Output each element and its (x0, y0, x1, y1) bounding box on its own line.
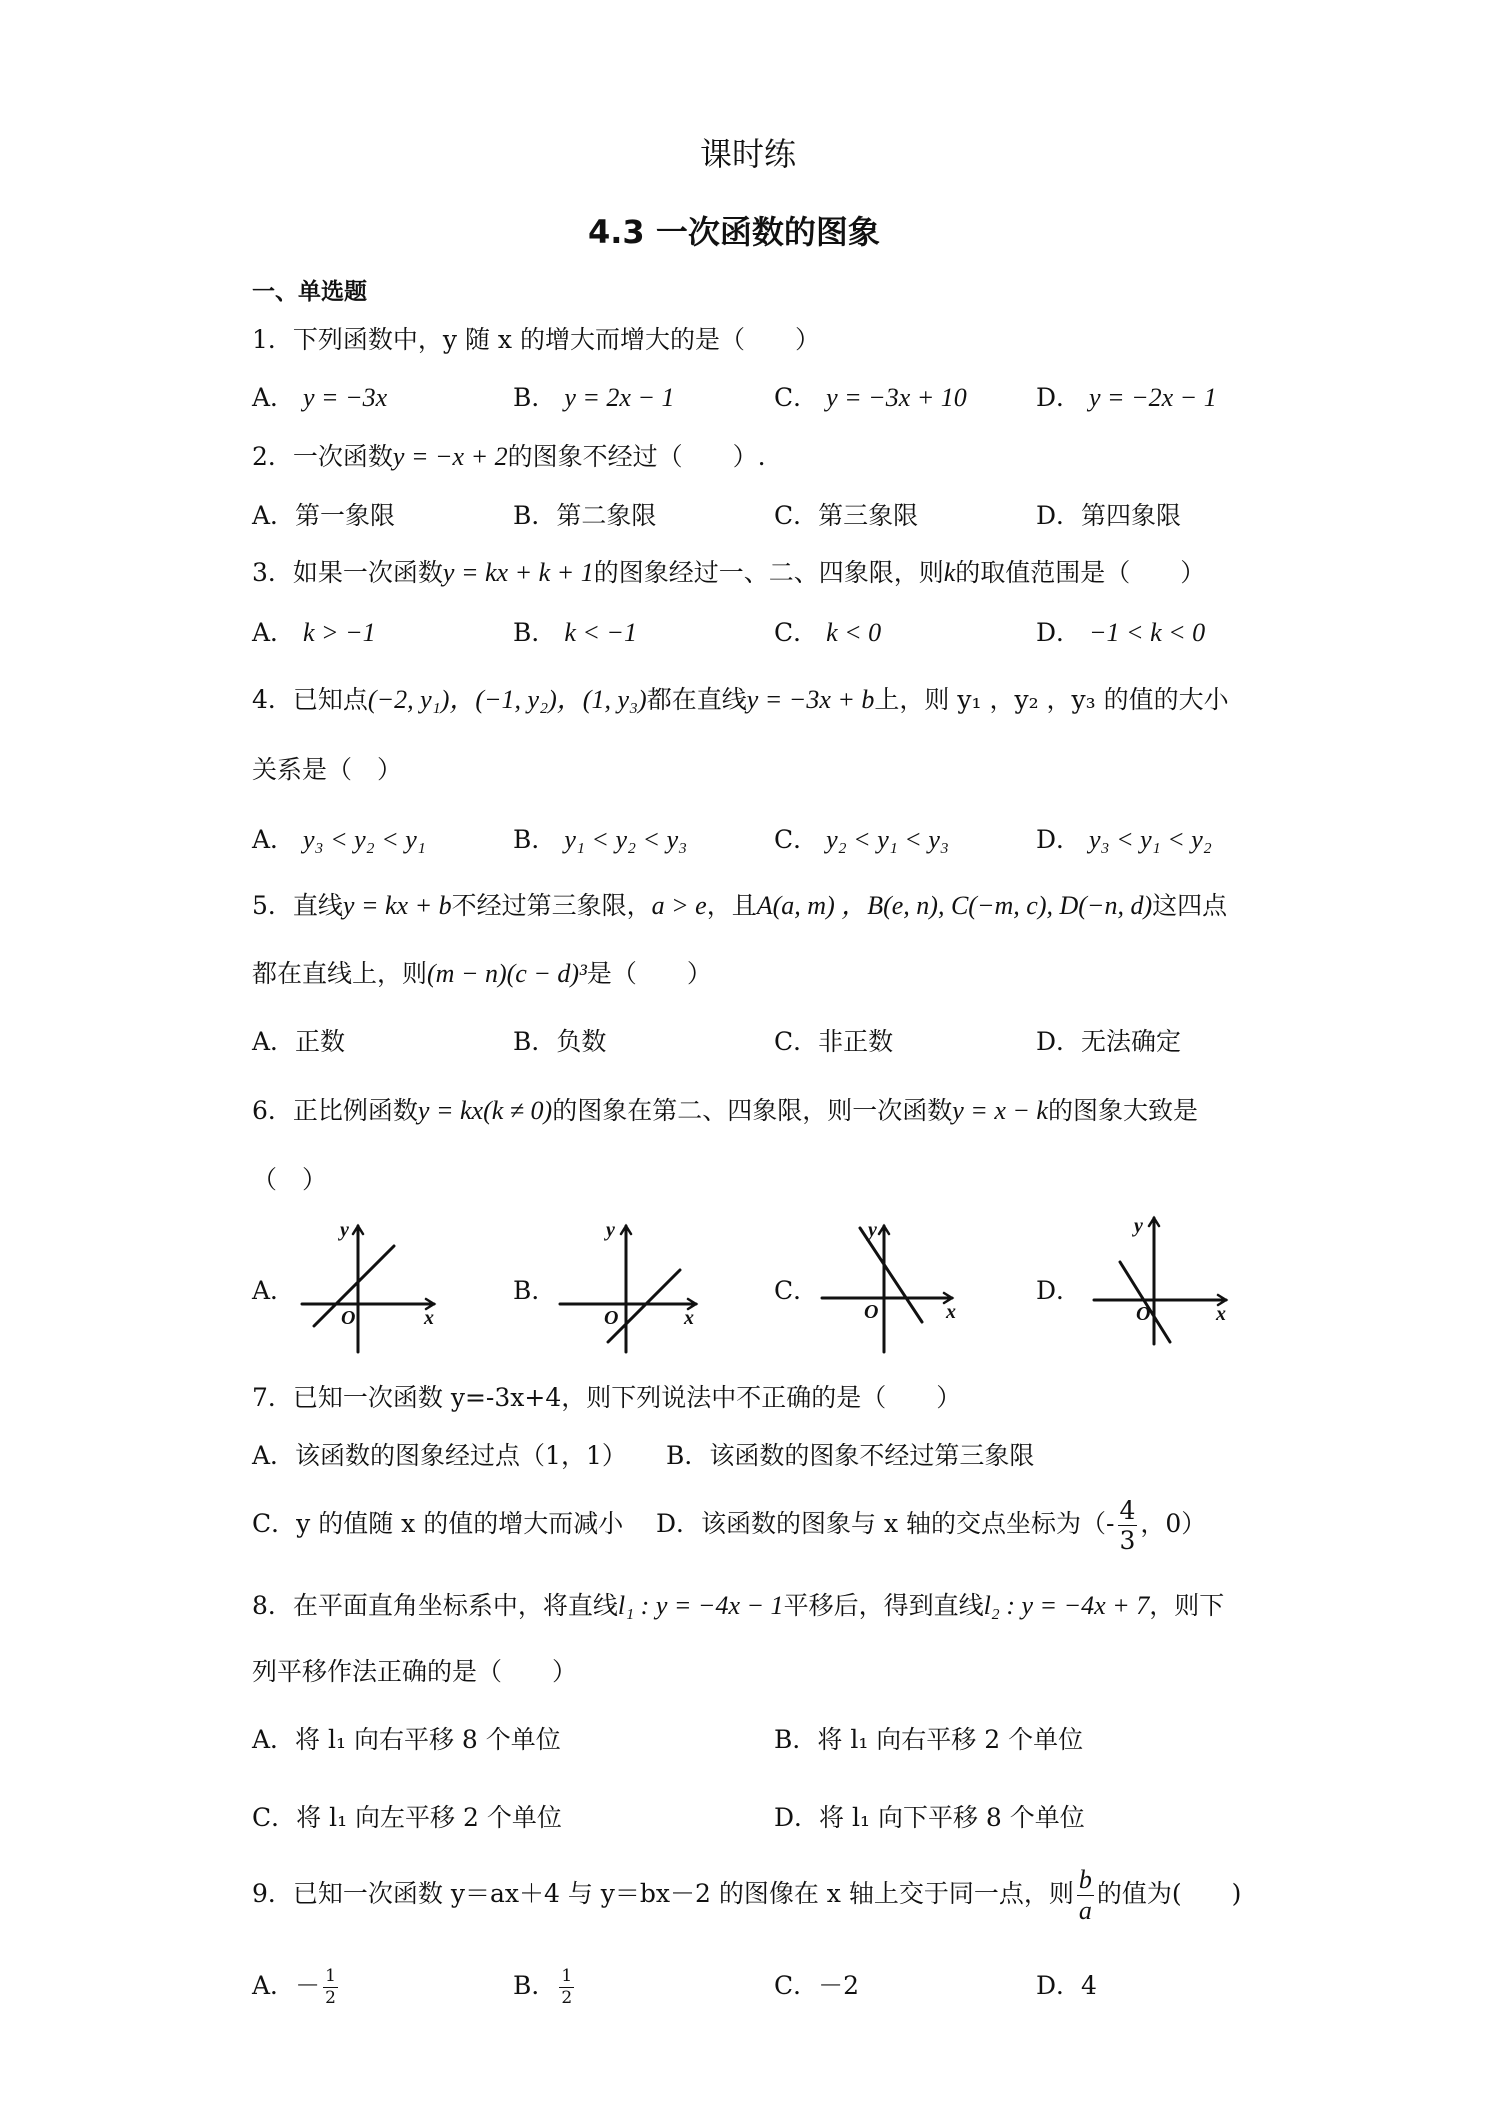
option-label: C． (774, 1971, 819, 2000)
question-1-stem: 1．下列函数中，y 随 x 的增大而增大的是（ ） (252, 325, 820, 354)
question-7-option-b: B．该函数的图象不经过第三象限 (666, 1441, 1035, 1470)
stem-formula: y = −3x + b (746, 685, 875, 714)
stem-formula-2: y = x − k (952, 1096, 1048, 1125)
question-8-option-d: D．将 l₁ 向下平移 8 个单位 (774, 1803, 1085, 1832)
option-label: A． (252, 1971, 296, 2000)
lesson-subtitle: 4.3 一次函数的图象 (588, 213, 880, 251)
question-2-option-c: C．第三象限 (774, 501, 919, 530)
question-3-stem (252, 557, 1205, 589)
question-4-stem (252, 684, 1229, 716)
question-3-option-c (774, 617, 881, 649)
question-2-option-a: A．第一象限 (252, 501, 396, 530)
fraction-denominator: a (1078, 1896, 1092, 1925)
question-9-stem (252, 1862, 1241, 1926)
section-heading: 一、单选题 (252, 279, 367, 305)
option-text: D．该函数的图象与 x 轴的交点坐标为（- (656, 1509, 1115, 1538)
stem-text: 是（ ） (586, 959, 712, 988)
fraction-denominator: 2 (325, 1988, 336, 2008)
question-4-option-c (774, 824, 949, 856)
stem-text: 9．已知一次函数 y＝ax＋4 与 y＝bx－2 的图像在 x 轴上交于同一点，则 (252, 1879, 1074, 1908)
question-8-option-a: A．将 l₁ 向右平移 8 个单位 (252, 1725, 561, 1754)
stem-formula: y = −x + 2 (392, 442, 508, 471)
option-label: B． (513, 1971, 557, 2000)
option-formula: k > −1 (303, 618, 376, 647)
fraction (1077, 1867, 1094, 1924)
option-label: B． (513, 383, 557, 412)
stem-formula: y = kx + b (342, 891, 452, 920)
question-6-stem (252, 1095, 1198, 1127)
stem-variable: k (943, 558, 956, 587)
stem-text: 的图象大致是 (1047, 1096, 1198, 1125)
origin-label: O (864, 1301, 879, 1323)
question-8-option-b: B．将 l₁ 向右平移 2 个单位 (774, 1725, 1084, 1754)
origin-label: O (1136, 1303, 1151, 1325)
stem-condition: a > e (651, 891, 707, 920)
question-9-option-c (774, 1970, 859, 2002)
stem-text: ，则下 (1149, 1591, 1225, 1620)
option-label: B． (513, 825, 557, 854)
question-5-option-a: A．正数 (252, 1027, 346, 1056)
question-6-option-b-label: B． (513, 1276, 557, 1305)
graph-line (1120, 1262, 1170, 1342)
y-axis-label: y (1134, 1215, 1143, 1237)
option-formula: y = −3x + 10 (826, 383, 967, 412)
stem-text: 的图象不经过（ ）. (507, 442, 766, 471)
graph-d (1086, 1210, 1236, 1350)
question-4-option-a (252, 824, 426, 856)
option-label: A． (252, 383, 296, 412)
fraction-denominator: 2 (561, 1988, 573, 2008)
question-1-option-b (513, 382, 675, 414)
stem-text: 平移后，得到直线 (783, 1591, 984, 1620)
option-label: D． (1036, 825, 1082, 854)
fraction-numerator: 1 (561, 1966, 573, 1986)
stem-text: 的图象经过一、二、四象限，则 (593, 558, 944, 587)
question-2-option-d: D．第四象限 (1036, 501, 1182, 530)
fraction (1118, 1498, 1138, 1553)
stem-line-1: l₁ : y = −4x − 1 (617, 1591, 784, 1620)
question-3-option-a (252, 617, 376, 649)
option-label: D． (1036, 383, 1082, 412)
option-label: A． (252, 618, 296, 647)
option-label: B． (513, 618, 557, 647)
option-formula: k < 0 (826, 618, 882, 647)
stem-text: 的取值范围是（ ） (955, 558, 1206, 587)
question-3-option-d (1036, 617, 1205, 649)
question-4-stem-line2: 关系是（ ） (252, 755, 403, 784)
option-label: A． (252, 825, 296, 854)
fraction (559, 1968, 574, 2007)
question-6-option-a-label: A． (252, 1276, 296, 1305)
stem-text: 这四点 (1152, 891, 1228, 920)
stem-text: 3．如果一次函数 (252, 558, 443, 587)
x-axis-label: x (424, 1307, 434, 1329)
option-formula: y = −2x − 1 (1089, 383, 1217, 412)
question-1-option-c (774, 382, 967, 414)
question-5-stem (252, 890, 1227, 922)
option-formula: y₃ < y₁ < y₂ (1089, 825, 1212, 854)
option-formula: −1 < k < 0 (1089, 618, 1206, 647)
question-2-stem (252, 441, 766, 473)
option-label: D． (1036, 618, 1082, 647)
question-7-option-c: C．y 的值随 x 的值的增大而减小 (252, 1509, 624, 1538)
question-7-option-a: A．该函数的图象经过点（1，1） (252, 1441, 627, 1470)
graph-a (296, 1218, 446, 1358)
question-5-option-c: C．非正数 (774, 1027, 894, 1056)
question-6-option-d-label: D． (1036, 1276, 1082, 1305)
stem-formula: y = kx + k + 1 (442, 558, 594, 587)
option-label: D． (1036, 1971, 1082, 2000)
graph-line (608, 1270, 680, 1342)
option-formula: y = 2x − 1 (564, 383, 675, 412)
origin-label: O (341, 1307, 356, 1329)
stem-text: 2．一次函数 (252, 442, 393, 471)
option-formula: y = −3x (303, 383, 388, 412)
question-5-option-b: B．负数 (513, 1027, 607, 1056)
fraction-numerator: b (1078, 1865, 1092, 1894)
x-axis-label: x (684, 1307, 694, 1329)
fraction-numerator: 4 (1119, 1496, 1136, 1525)
x-axis-label: x (946, 1301, 956, 1323)
question-7-stem: 7．已知一次函数 y=-3x+4，则下列说法中不正确的是（ ） (252, 1383, 962, 1412)
graph-b (556, 1218, 706, 1358)
stem-expression: (m − n)(c − d)³ (427, 959, 587, 988)
y-axis-label: y (606, 1219, 615, 1241)
question-7-option-d (656, 1492, 1206, 1556)
question-9-option-d (1036, 1970, 1097, 2002)
option-formula: y₂ < y₁ < y₃ (826, 825, 949, 854)
option-value: 4 (1081, 1971, 1097, 2000)
graph-c (818, 1218, 968, 1358)
stem-line-2: l₂ : y = −4x + 7 (983, 1591, 1150, 1620)
fraction-numerator: 1 (325, 1966, 336, 1986)
x-axis-label: x (1216, 1303, 1226, 1325)
fraction (323, 1968, 338, 2007)
question-5-stem-line2 (252, 958, 712, 990)
y-axis-label: y (340, 1219, 349, 1241)
stem-text: 的图象在第二、四象限，则一次函数 (552, 1096, 953, 1125)
option-text: ，0） (1140, 1509, 1207, 1538)
question-2-option-b: B．第二象限 (513, 501, 657, 530)
question-9-option-b (513, 1958, 577, 2014)
question-1-option-d (1036, 382, 1217, 414)
question-1-option-a (252, 382, 387, 414)
stem-text: 都在直线上，则 (252, 959, 428, 988)
stem-text: 6．正比例函数 (252, 1096, 418, 1125)
stem-text: 4．已知点 (252, 685, 368, 714)
stem-text: 的值为( ) (1096, 1879, 1242, 1908)
stem-text: 都在直线 (646, 685, 747, 714)
question-9-option-a (252, 1958, 341, 2014)
question-8-stem (252, 1590, 1224, 1622)
option-label: C． (774, 618, 819, 647)
origin-label: O (604, 1307, 619, 1329)
question-4-option-d (1036, 824, 1212, 856)
stem-text: 上，则 y₁ ，y₂ ，y₃ 的值的大小 (874, 685, 1229, 714)
question-6-option-c-label: C． (774, 1276, 819, 1305)
stem-points: A(a, m) ，B(e, n), C(−m, c), D(−n, d) (756, 891, 1153, 920)
question-8-stem-line2: 列平移作法正确的是（ ） (252, 1657, 578, 1686)
option-label: C． (774, 825, 819, 854)
fraction-denominator: 3 (1119, 1526, 1136, 1555)
option-label: C． (774, 383, 819, 412)
stem-text: 8．在平面直角坐标系中，将直线 (252, 1591, 618, 1620)
stem-text: ，且 (706, 891, 757, 920)
option-formula: y₃ < y₂ < y₁ (303, 825, 426, 854)
stem-text: 5．直线 (252, 891, 343, 920)
option-sign: － (295, 1971, 321, 2000)
question-6-stem-line2: （ ） (252, 1165, 328, 1194)
page-title: 课时练 (700, 135, 797, 173)
question-5-option-d: D．无法确定 (1036, 1027, 1182, 1056)
option-formula: k < −1 (564, 618, 637, 647)
option-formula: y₁ < y₂ < y₃ (564, 825, 688, 854)
stem-formula: y = kx(k ≠ 0) (417, 1096, 553, 1125)
stem-text: 不经过第三象限， (451, 891, 652, 920)
y-axis-label: y (868, 1219, 877, 1241)
question-3-option-b (513, 617, 637, 649)
stem-points: (−2, y₁)，(−1, y₂)，(1, y₃) (367, 685, 647, 714)
option-value: －2 (818, 1971, 860, 2000)
question-8-option-c: C．将 l₁ 向左平移 2 个单位 (252, 1803, 562, 1832)
question-4-option-b (513, 824, 687, 856)
